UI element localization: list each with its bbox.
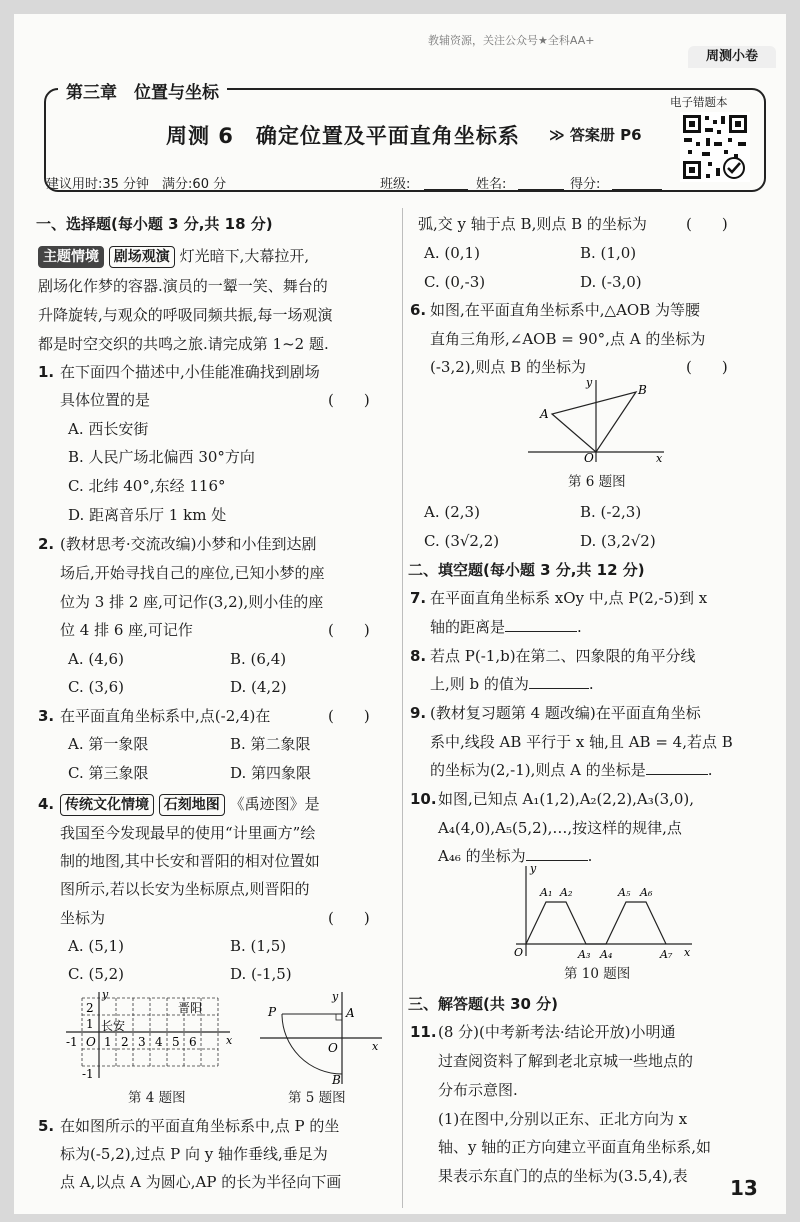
q2-line-2: 场后,开始寻找自己的座位,已知小梦的座 (60, 564, 325, 582)
q10-answer-blank[interactable] (526, 848, 588, 861)
scene-1-line-1 (38, 242, 309, 270)
column-divider (402, 208, 403, 1208)
fig5-label-p: P (268, 1005, 277, 1019)
q7-line-2 (430, 613, 582, 641)
q1-number: 1. (38, 363, 55, 381)
map-badge: 石刻地图 (159, 794, 225, 816)
q7-number: 7. (410, 589, 427, 607)
scene-1-line-2: 剧场化作梦的容器.演员的一颦一笑、舞台的 (38, 277, 328, 295)
q6-option-c[interactable]: C. (3√2,2) (424, 532, 500, 550)
figure-6-triangle (518, 376, 668, 464)
q1-option-b[interactable]: B. 人民广场北偏西 30°方向 (68, 448, 255, 466)
q7-answer-blank[interactable] (505, 619, 577, 632)
page-number: 13 (730, 1176, 758, 1200)
q11-line-2: 过查阅资料了解到老北京城一些地点的 (438, 1052, 694, 1070)
score-label: 得分: (570, 177, 601, 192)
q9-line-2: 系中,线段 AB 平行于 x 轴,且 AB = 4,若点 B (430, 733, 733, 751)
q2-option-b[interactable]: B. (6,4) (230, 650, 287, 668)
fig10-label-a2: A₂ (560, 886, 573, 899)
fig4-xtick-2: 2 (121, 1035, 129, 1049)
q10-line-3-text: A₄₆ 的坐标为 (438, 847, 526, 865)
q11-line-5: 轴、y 轴的正方向建立平面直角坐标系,如 (438, 1138, 712, 1156)
figure-10-path (500, 862, 696, 960)
q5-option-c[interactable]: C. (0,-3) (424, 273, 486, 291)
class-field[interactable] (424, 177, 468, 190)
time-and-score: 建议用时:35 分钟 满分:60 分 (46, 177, 227, 192)
score-field[interactable] (612, 177, 662, 190)
scene-1-text: 灯光暗下,大幕拉开, (179, 247, 310, 265)
q10-line-1: 如图,已知点 A₁(1,2),A₂(2,2),A₃(3,0), (438, 790, 695, 808)
section-solve: 三、解答题(共 30 分) (408, 995, 559, 1013)
q1-option-a[interactable]: A. 西长安街 (68, 420, 149, 438)
q4-line-2: 我国至今发现最早的使用“计里画方”绘 (60, 824, 316, 842)
q8-line-1: 若点 P(-1,b)在第二、四象限的角平分线 (430, 647, 696, 665)
q7-end: . (577, 618, 582, 636)
q9-line-1: (教材复习题第 4 题改编)在平面直角坐标 (430, 704, 701, 722)
fig6-label-a: A (540, 407, 549, 421)
fig5-ylabel: y (332, 990, 339, 1003)
promo-text: 教辅资源，关注公众号★全科AA+ (428, 34, 595, 47)
q4-answer-paren[interactable]: ( ) (328, 909, 370, 927)
q10-end: . (587, 847, 593, 865)
q4-line-1 (60, 790, 320, 818)
fig4-xtick-1: 1 (104, 1035, 112, 1049)
q2-option-c[interactable]: C. (3,6) (68, 678, 125, 696)
q5-option-a[interactable]: A. (0,1) (424, 244, 480, 262)
figure-5-arc (256, 990, 386, 1086)
fig10-xlabel: x (684, 946, 691, 959)
q11-line-1: (8 分)(中考新考法·结论开放)小明通 (438, 1023, 676, 1041)
q5-line-4: 弧,交 y 轴于点 B,则点 B 的坐标为 (418, 215, 647, 233)
fig10-label-a1: A₁ (540, 886, 553, 899)
top-strip (14, 14, 786, 64)
name-field[interactable] (518, 177, 564, 190)
q8-end: . (588, 675, 594, 693)
q5-answer-paren[interactable]: ( ) (686, 215, 728, 233)
q4-text-start: 《禹迹图》是 (229, 795, 320, 813)
q2-number: 2. (38, 535, 55, 553)
q3-option-d[interactable]: D. 第四象限 (230, 764, 312, 782)
q6-option-a[interactable]: A. (2,3) (424, 503, 480, 521)
scene-badge-theater: 剧场观演 (109, 246, 175, 268)
q11-line-4: (1)在图中,分别以正东、正北方向为 x (438, 1110, 688, 1128)
fig10-label-a3: A₃ (578, 948, 591, 960)
q5-option-d[interactable]: D. (-3,0) (580, 273, 642, 291)
fig4-ytick-1: 1 (86, 1017, 94, 1031)
q1-line-2: 具体位置的是 (60, 391, 151, 409)
fig10-label-a6: A₆ (640, 886, 653, 899)
q9-number: 9. (410, 704, 427, 722)
fig4-xtick-4: 4 (155, 1035, 163, 1049)
q4-line-4: 图所示,若以长安为坐标原点,则晋阳的 (60, 880, 310, 898)
q10-line-2: A₄(4,0),A₅(5,2),…,按这样的规律,点 (438, 819, 682, 837)
q5-option-b[interactable]: B. (1,0) (580, 244, 637, 262)
q8-number: 8. (410, 647, 427, 665)
fig10-label-a4: A₄ (600, 948, 613, 960)
fig10-ylabel: y (530, 862, 537, 875)
q3-option-c[interactable]: C. 第三象限 (68, 764, 149, 782)
fig4-caption: 第 4 题图 (128, 1090, 186, 1106)
q9-line-3 (430, 756, 713, 784)
page-title: 周测 6 确定位置及平面直角坐标系 (166, 124, 520, 148)
fig5-label-a: A (346, 1006, 355, 1020)
q6-option-b[interactable]: B. (-2,3) (580, 503, 642, 521)
q11-line-3: 分布示意图. (438, 1081, 518, 1099)
q11-number: 11. (410, 1023, 437, 1041)
q1-option-c[interactable]: C. 北纬 40°,东经 116° (68, 477, 226, 495)
q4-option-d[interactable]: D. (-1,5) (230, 965, 292, 983)
q6-option-d[interactable]: D. (3,2√2) (580, 532, 656, 550)
q2-option-a[interactable]: A. (4,6) (68, 650, 124, 668)
fig5-label-b: B (332, 1073, 341, 1086)
fig4-ytick-2: 2 (86, 1001, 94, 1015)
q2-line-3: 位为 3 排 2 座,可记作(3,2),则小佳的座 (60, 593, 324, 611)
fig6-caption: 第 6 题图 (568, 474, 626, 490)
q1-line-1: 在下面四个描述中,小佳能准确找到剧场 (60, 363, 320, 381)
fig4-ylabel: y (102, 990, 109, 1001)
fig5-xlabel: x (372, 1040, 379, 1053)
q5-line-3: 点 A,以点 A 为圆心,AP 的长为半径向下画 (60, 1173, 342, 1191)
q5-line-2: 标为(-5,2),过点 P 向 y 轴作垂线,垂足为 (60, 1145, 328, 1163)
fig4-city-changan: 长安 (101, 1019, 126, 1033)
q2-line-1: (教材思考·交流改编)小梦和小佳到达剧 (60, 535, 317, 553)
culture-badge: 传统文化情境 (60, 794, 154, 816)
fig4-xtick-3: 3 (138, 1035, 146, 1049)
q10-number: 10. (410, 790, 437, 808)
class-label: 班级: (380, 177, 411, 192)
q9-answer-blank[interactable] (646, 762, 708, 775)
q8-line-2-text: 上,则 b 的值为 (430, 675, 529, 693)
q11-line-6: 果表示东直门的点的坐标为(3.5,4),表 (438, 1167, 688, 1185)
q6-answer-paren[interactable]: ( ) (686, 358, 728, 376)
qr-label: 电子错题本 (670, 95, 728, 109)
q1-option-d[interactable]: D. 距离音乐厅 1 km 处 (68, 506, 227, 524)
fig4-xtick-5: 5 (172, 1035, 180, 1049)
fig10-origin: O (514, 946, 524, 959)
scene-badge-theme: 主题情境 (38, 246, 104, 268)
fig4-xtick-neg1: -1 (66, 1035, 78, 1049)
fig4-origin: O (86, 1035, 96, 1049)
fig5-label-o: O (328, 1041, 338, 1055)
q7-line-2-text: 轴的距离是 (430, 618, 506, 636)
scene-1-line-4: 都是时空交织的共鸣之旅.请完成第 1~2 题. (38, 335, 329, 353)
fig4-xtick-6: 6 (189, 1035, 197, 1049)
fig6-label-o: O (584, 451, 594, 464)
fig10-label-a5: A₅ (618, 886, 631, 899)
worksheet-page (14, 14, 786, 1214)
fig4-xlabel: x (226, 1034, 233, 1047)
q3-answer-paren[interactable]: ( ) (328, 707, 370, 725)
q6-number: 6. (410, 301, 427, 319)
chapter-title: 第三章 位置与坐标 (58, 78, 227, 103)
q3-line-1: 在平面直角坐标系中,点(-2,4)在 (60, 707, 271, 725)
q4-option-c[interactable]: C. (5,2) (68, 965, 125, 983)
fig10-label-a7: A₇ (660, 948, 673, 960)
q2-line-4: 位 4 排 6 座,可记作 (60, 621, 193, 639)
q7-line-1: 在平面直角坐标系 xOy 中,点 P(2,-5)到 x (430, 589, 708, 607)
q6-line-3: (-3,2),则点 B 的坐标为 (430, 358, 586, 376)
scene-1-line-3: 升降旋转,与观众的呼吸同频共振,每一场观演 (38, 306, 333, 324)
q4-option-a[interactable]: A. (5,1) (68, 937, 124, 955)
q5-number: 5. (38, 1117, 55, 1135)
q4-option-b[interactable]: B. (1,5) (230, 937, 287, 955)
q8-line-2 (430, 670, 594, 698)
q9-end: . (707, 761, 713, 779)
fig4-ytick-neg1: -1 (82, 1067, 94, 1081)
q2-answer-paren[interactable]: ( ) (328, 621, 370, 639)
q4-line-5: 坐标为 (60, 909, 106, 927)
fig4-city-jinyang: 晋阳 (178, 1001, 203, 1015)
q4-number: 4. (38, 795, 55, 813)
q8-answer-blank[interactable] (529, 676, 589, 689)
name-label: 姓名: (476, 177, 507, 192)
qr-code-icon[interactable] (680, 112, 750, 182)
fig10-caption: 第 10 题图 (564, 966, 631, 982)
q9-line-3-text: 的坐标为(2,-1),则点 A 的坐标是 (430, 761, 646, 779)
fig6-label-b: B (638, 383, 647, 397)
fig6-xlabel: x (656, 452, 663, 464)
fig5-caption: 第 5 题图 (288, 1090, 346, 1106)
section-fill: 二、填空题(每小题 3 分,共 12 分) (408, 561, 645, 579)
answer-reference: ≫ 答案册 P6 (549, 126, 642, 144)
q1-answer-paren[interactable]: ( ) (328, 391, 370, 409)
fig6-ylabel: y (586, 376, 593, 389)
q6-line-1: 如图,在平面直角坐标系中,△AOB 为等腰 (430, 301, 700, 319)
q5-line-1: 在如图所示的平面直角坐标系中,点 P 的坐 (60, 1117, 340, 1135)
q2-option-d[interactable]: D. (4,2) (230, 678, 287, 696)
q4-line-3: 制的地图,其中长安和晋阳的相对位置如 (60, 852, 320, 870)
section-choice: 一、选择题(每小题 3 分,共 18 分) (36, 215, 273, 233)
series-tab: 周测小卷 (688, 46, 776, 68)
q3-option-b[interactable]: B. 第二象限 (230, 735, 311, 753)
q6-line-2: 直角三角形,∠AOB = 90°,点 A 的坐标为 (430, 330, 706, 348)
q3-option-a[interactable]: A. 第一象限 (68, 735, 149, 753)
figure-4-grid-map (46, 990, 236, 1082)
q3-number: 3. (38, 707, 55, 725)
